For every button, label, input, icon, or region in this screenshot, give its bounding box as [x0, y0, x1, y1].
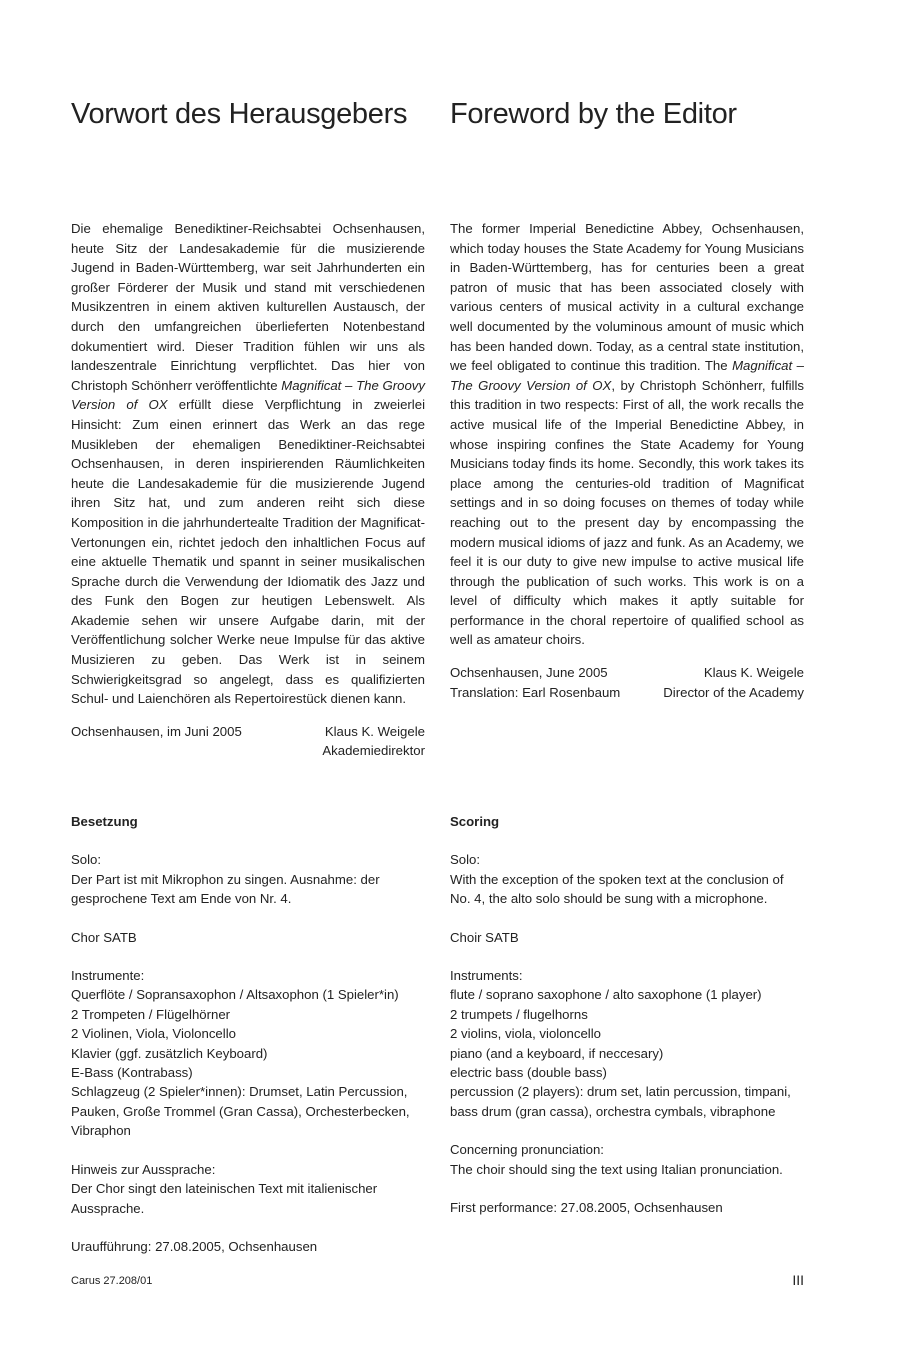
scoring-english: [450, 812, 804, 1237]
instrument-line: 2 Violinen, Viola, Violoncello: [71, 1026, 236, 1042]
instrument-line: electric bass (double bass): [450, 1065, 607, 1081]
instrument-line: 2 violins, viola, violoncello: [450, 1026, 601, 1042]
signature-translation: Translation: Earl Rosenbaum: [450, 684, 621, 700]
solo-block: Solo: Der Part ist mit Mikrophon zu singen. Ausnahme: der gesprochene Text am Ende von Nr. 4.: [71, 852, 380, 907]
instrument-line: Schlagzeug (2 Spieler*innen): Drumset, Latin Percussion, Pauken, Große Trommel (Gran Cassa), Orchesterbecken, Vibraphon: [71, 1084, 410, 1139]
instrument-line: Querflöte / Sopransaxophon / Altsaxophon (1 Spieler*in): [71, 987, 399, 1003]
catalog-number: Carus 27.208/01: [71, 1275, 153, 1287]
signature-role: Director of the Academy: [663, 684, 804, 700]
solo-block: Solo: With the exception of the spoken text at the conclusion of No. 4, the alto solo should be sung with a microphone.: [450, 852, 784, 907]
heading-english: Foreword by the Editor: [450, 98, 737, 130]
scoring-title: Besetzung: [71, 814, 138, 829]
signature-german: [71, 722, 425, 761]
instrument-line: Klavier (ggf. zusätzlich Keyboard): [71, 1045, 268, 1061]
signature-place: Ochsenhausen, June 2005: [450, 665, 608, 681]
choir-block: Choir SATB: [450, 929, 519, 945]
premiere-line: First performance: 27.08.2005, Ochsenhausen: [450, 1200, 723, 1216]
scoring-german: [71, 812, 425, 1275]
instrument-line: 2 trumpets / flugelhorns: [450, 1006, 588, 1022]
instrument-line: piano (and a keyboard, if neccesary): [450, 1045, 664, 1061]
instrument-line: percussion (2 players): drum set, latin percussion, timpani, bass drum (gran cassa), orchestra cymbals, vibraphone: [450, 1084, 791, 1119]
page-number: III: [792, 1272, 804, 1288]
signature-english: [450, 663, 804, 702]
heading-german: Vorwort des Herausgebers: [71, 98, 408, 130]
choir-block: Chor SATB: [71, 929, 137, 945]
signature-place: Ochsenhausen, im Juni 2005: [71, 723, 242, 739]
work-title: Magnificat – The Groovy Version of OX: [450, 358, 804, 393]
instrument-line: flute / soprano saxophone / alto saxophone (1 player): [450, 987, 762, 1003]
signature-name: Klaus K. Weigele: [703, 665, 804, 681]
signature-role: Akademiedirektor: [322, 743, 425, 759]
instrument-line: 2 Trompeten / Flügelhörner: [71, 1006, 231, 1022]
scoring-title: Scoring: [450, 814, 500, 829]
pronunciation-block: Hinweis zur Aussprache: Der Chor singt den lateinischen Text mit italienischer Aussprache.: [71, 1161, 378, 1216]
foreword-german-text: Die ehemalige Benediktiner-Reichsabtei Ochsenhausen, heute Sitz der Landesakademie für die musizierende Jugend in Baden-Württemberg, war seit Jahrhunderten ein großer Förderer der Musik und stand mit verschiedenen Musikzentren in einem aktiven kulturellen Austausch, der durch den umfangreichen überlieferten Notenbestand dokumentiert wird. Dieser Tradition fühlen wir uns als landeszentrale Einrichtung verpflichtet. Das hier von Christoph Schönherr veröffentlichte Magnificat – The Groovy Version of OX erfüllt diese Verpflichtung in zweierlei Hinsicht: Zum einen erinnert das Werk an das rege Musikleben der ehemaligen Benediktiner-Reichsabtei Ochsenhausen, in deren inspirierenden Räumlichkeiten heute die Landesakademie für die musizierende Jugend ihren Sitz hat, und zum anderen reiht sich diese Komposition in die jahrhundertealte Tradition der Magnificat-Vertonungen ein, richtet jedoch den inhaltlichen Focus auf eine aktuelle Thematik und spannt in seiner musikalischen Sprache durch die Verwendung der Idiomatik des Jazz und des Funk den Bogen zur heutigen Lebenswelt. Als Akademie sehen wir unsere Aufgabe darin, mit der Veröffentlichung solcher Werke neue Impulse für das aktive Musizieren zu geben. Das Werk ist in seinem Schwierigkeitsgrad so angelegt, dass es qualifizierten Schul- und Laienchören als Repertoirestück dienen kann.: [71, 221, 426, 707]
foreword-german: [71, 219, 425, 761]
instruments-block: Instrumente: Querflöte / Sopransaxophon / Altsaxophon (1 Spieler*in) 2 Trompeten / Flügelhörner 2 Violinen, Viola, Violoncello Klavier (ggf. zusätzlich Keyboard) E-Bass (Kontrabass) Schlagzeug (2 Spieler*innen): Drumset, Latin Percussion, Pauken, Große Trommel (Gran Cassa), Orchesterbecken, Vibraphon: [71, 966, 425, 1141]
instruments-block: Instruments: flute / soprano saxophone / alto saxophone (1 player) 2 trumpets / flugelhorns 2 violins, viola, violoncello piano (and a keyboard, if neccesary) electric bass (double bass) percussion (2 players): drum set, latin percussion, timpani, bass drum (gran cassa), orchestra cymbals, vibraphone: [450, 966, 804, 1121]
premiere-line: Uraufführung: 27.08.2005, Ochsenhausen: [71, 1238, 318, 1254]
foreword-english-text: The former Imperial Benedictine Abbey, Ochsenhausen, which today houses the State Academy for Young Musicians in Baden-Württemberg, has for centuries been a great patron of music that has been associated closely with various centers of musical activity in a cultural exchange well documented by the voluminous amount of music which has been handed down. Today, as a central state institution, we feel obligated to continue this tradition. The Magnificat – The Groovy Version of OX, by Christoph Schönherr, fulfills this tradition in two respects: First of all, the work recalls the active musical life of the Imperial Benedictine Abbey, in whose inspiring confines the State Academy for Young Musicians today finds its home. Secondly, this work takes its place among the centuries-old tradition of Magnificat settings and in so doing focuses on themes of today while reaching out to the present day by encompassing the modern musical idioms of jazz and funk. As an Academy, we feel it is our duty to give new impulse to active musical life through the publication of such works. This work is on a level of difficulty which makes it aptly suitable for performance in the choral repertoire of qualified school as well as amateur choirs.: [450, 221, 804, 648]
pronunciation-block: Concerning pronunciation: The choir should sing the text using Italian pronunciation.: [450, 1142, 783, 1177]
signature-name: Klaus K. Weigele: [324, 723, 425, 739]
foreword-english: [450, 219, 804, 702]
instrument-line: E-Bass (Kontrabass): [71, 1065, 193, 1081]
work-title: Magnificat – The Groovy Version of OX: [71, 377, 425, 413]
